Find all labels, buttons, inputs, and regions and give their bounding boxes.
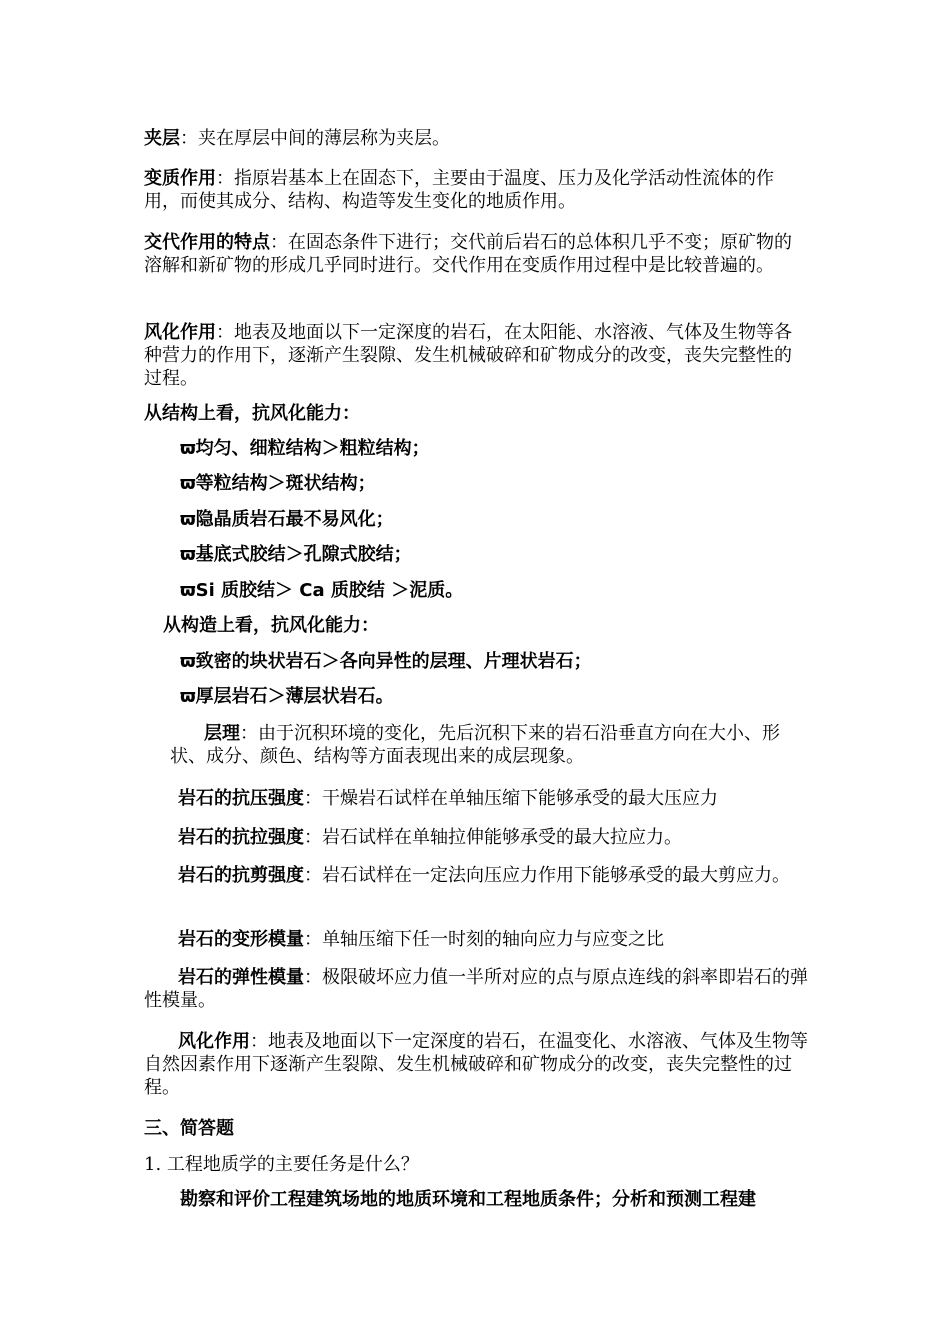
paragraph-compressive-strength: 岩石的抗压强度：干燥岩石试样在单轴压缩下能够承受的最大压应力	[178, 788, 718, 809]
definition: 地表及地面以下一定深度的岩石，在温变化、水溶液、气体及生物等自然因素作用下逐渐产生裂隙、发生机械破碎和矿物成分的改变，丧失完整性的过程。	[144, 1031, 808, 1098]
definition: 单轴压缩下任一时刻的轴向应力与应变之比	[322, 929, 664, 950]
list-item: ϖ等粒结构＞斑状结构；	[180, 473, 376, 494]
paragraph-shear-strength: 岩石的抗剪强度：岩石试样在一定法向压应力作用下能够承受的最大剪应力。	[178, 865, 790, 886]
term: 风化作用	[144, 322, 216, 343]
definition: 干燥岩石试样在单轴压缩下能够承受的最大压应力	[322, 788, 718, 809]
list-item: ϖSi 质胶结＞ Ca 质胶结 ＞泥质。	[180, 580, 464, 601]
paragraph-weathering-2: 风化作用：地表及地面以下一定深度的岩石，在温变化、水溶液、气体及生物等自然因素作用下逐渐产生裂隙、发生机械破碎和矿物成分的改变，丧失完整性的过程。	[144, 1031, 808, 1098]
section-title: 三、简答题	[144, 1118, 234, 1139]
definition: 极限破坏应力值一半所对应的点与原点连线的斜率即岩石的弹性模量。	[144, 967, 808, 1011]
tectonic-heading: 从构造上看，抗风化能力：	[163, 615, 379, 636]
list-item: ϖ均匀、细粒结构＞粗粒结构；	[180, 438, 430, 459]
term: 岩石的抗拉强度	[178, 827, 304, 848]
term: 变质作用	[144, 168, 216, 189]
list-item: ϖ致密的块状岩石＞各向异性的层理、片理状岩石；	[180, 651, 592, 672]
paragraph-bedding: 层理：由于沉积环境的变化，先后沉积下来的岩石沿垂直方向在大小、形状、成分、颜色、结构等方面表现出来的成层现象。	[170, 723, 780, 767]
question: 1. 工程地质学的主要任务是什么？	[144, 1154, 419, 1175]
paragraph-metasomatism: 交代作用的特点：在固态条件下进行；交代前后岩石的总体积几乎不变；原矿物的溶解和新矿物的形成几乎同时进行。交代作用在变质作用过程中是比较普遍的。	[144, 232, 792, 276]
term: 层理	[204, 723, 240, 744]
list-item: ϖ基底式胶结＞孔隙式胶结；	[180, 544, 412, 565]
term: 岩石的弹性模量	[178, 967, 304, 988]
paragraph-metamorphism: 变质作用：指原岩基本上在固态下，主要由于温度、压力及化学活动性流体的作用，而使其成分、结构、构造等发生变化的地质作用。	[144, 168, 774, 212]
term: 风化作用	[178, 1031, 250, 1052]
answer: 勘察和评价工程建筑场地的地质环境和工程地质条件；分析和预测工程建	[180, 1189, 756, 1210]
list-item: ϖ厚层岩石＞薄层状岩石。	[180, 686, 394, 707]
definition: 指原岩基本上在固态下，主要由于温度、压力及化学活动性流体的作用，而使其成分、结构、构造等发生变化的地质作用。	[144, 168, 774, 212]
paragraph-interlayer: 夹层：夹在厚层中间的薄层称为夹层。	[144, 128, 450, 149]
definition: 夹在厚层中间的薄层称为夹层。	[198, 128, 450, 149]
structure-heading: 从结构上看，抗风化能力：	[144, 403, 360, 424]
definition: 在固态条件下进行；交代前后岩石的总体积几乎不变；原矿物的溶解和新矿物的形成几乎同时进行。交代作用在变质作用过程中是比较普遍的。	[144, 232, 792, 276]
term: 岩石的变形模量	[178, 929, 304, 950]
paragraph-deformation-modulus: 岩石的变形模量：单轴压缩下任一时刻的轴向应力与应变之比	[178, 929, 664, 950]
paragraph-weathering: 风化作用：地表及地面以下一定深度的岩石，在太阳能、水溶液、气体及生物等各种营力的作用下，逐渐产生裂隙、发生机械破碎和矿物成分的改变，丧失完整性的过程。	[144, 322, 792, 389]
paragraph-tensile-strength: 岩石的抗拉强度：岩石试样在单轴拉伸能够承受的最大拉应力。	[178, 827, 682, 848]
term: 交代作用的特点	[144, 232, 270, 253]
definition: 岩石试样在一定法向压应力作用下能够承受的最大剪应力。	[322, 865, 790, 886]
definition: 岩石试样在单轴拉伸能够承受的最大拉应力。	[322, 827, 682, 848]
definition: 由于沉积环境的变化，先后沉积下来的岩石沿垂直方向在大小、形状、成分、颜色、结构等方面表现出来的成层现象。	[170, 723, 780, 767]
paragraph-elastic-modulus: 岩石的弹性模量：极限破坏应力值一半所对应的点与原点连线的斜率即岩石的弹性模量。	[144, 967, 808, 1011]
list-item: ϖ隐晶质岩石最不易风化；	[180, 509, 394, 530]
term: 岩石的抗剪强度	[178, 865, 304, 886]
definition: 地表及地面以下一定深度的岩石，在太阳能、水溶液、气体及生物等各种营力的作用下，逐渐产生裂隙、发生机械破碎和矿物成分的改变，丧失完整性的过程。	[144, 322, 792, 389]
term: 夹层	[144, 128, 180, 149]
term: 岩石的抗压强度	[178, 788, 304, 809]
